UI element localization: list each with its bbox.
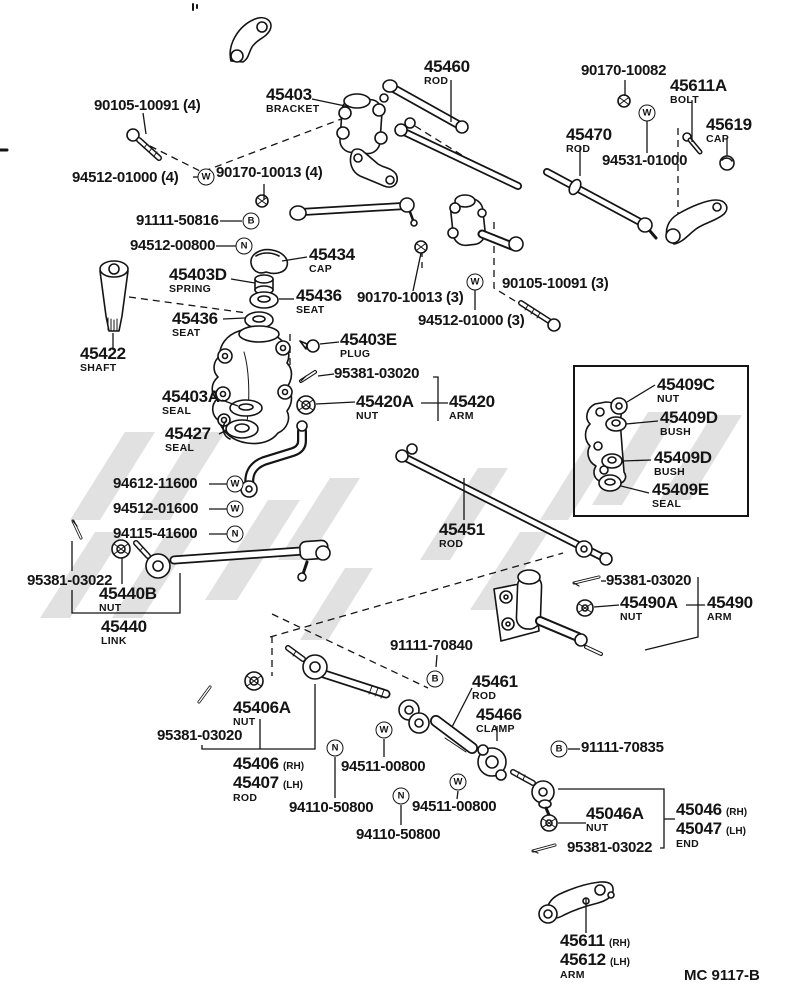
nut-45046A-part — [541, 815, 557, 831]
part-label-45046-45047: 45046 (RH) 45047 (LH) END — [676, 800, 748, 850]
cotter-pin-95381-03020-part — [301, 372, 315, 381]
top-right-arm-part — [666, 200, 727, 244]
washer-marker-icon: W — [227, 476, 244, 493]
part-label-45409C: 45409C NUT — [657, 375, 715, 405]
washer-marker-icon: W — [467, 274, 484, 291]
rod-45470-part — [547, 172, 656, 238]
part-label-45406-45407: 45406 (RH) 45407 (LH) ROD — [233, 754, 305, 804]
shaft-45422-part — [100, 261, 128, 331]
part-label-45436-left: 45436 SEAT — [172, 309, 218, 339]
part-label-94115-41600: 94115-41600 — [113, 525, 198, 542]
nut-45406A-part — [245, 672, 263, 690]
idler-support-part — [448, 195, 523, 251]
cotter-pin-95381-03022-b-part — [533, 845, 555, 853]
tie-rod-end-45046-part — [513, 772, 554, 815]
part-label-94531-01000: 94531-01000 — [602, 152, 688, 169]
part-label-90105-10091-4: 90105-10091 (4) — [94, 97, 201, 114]
cotter-pin-95381-03022-part — [73, 521, 81, 538]
nut-marker-icon: N — [236, 238, 253, 255]
part-label-95381-03020-bottom: 95381-03020 — [157, 727, 243, 744]
bolt-marker-icon: B — [427, 671, 444, 688]
part-label-45490A: 45490A NUT — [620, 593, 678, 623]
drawing-code: MC 9117-B — [684, 967, 760, 984]
nut-45420A-part — [297, 396, 315, 414]
part-label-45460: 45460 ROD — [424, 57, 470, 87]
nut-marker-icon: N — [327, 740, 344, 757]
plug-45403E-part — [300, 340, 319, 352]
nut-90170-10082-part — [618, 95, 630, 107]
washer-marker-icon: W — [198, 169, 215, 186]
part-label-94511-00800-2: 94511-00800 — [412, 798, 497, 815]
part-label-95381-03022-left: 95381-03022 — [27, 572, 113, 589]
bolt-marker-icon: B — [551, 741, 568, 758]
part-label-91111-50816: 91111-50816 — [136, 212, 219, 229]
washer-marker-icon: W — [450, 774, 467, 791]
part-label-45420: 45420 ARM — [449, 392, 495, 422]
part-label-45490: 45490 ARM — [707, 593, 753, 623]
part-label-45461: 45461 ROD — [472, 672, 518, 702]
part-label-45451: 45451 ROD — [439, 520, 485, 550]
part-label-91111-70835: 91111-70835 — [581, 739, 664, 756]
spring-45403D-part — [255, 275, 273, 294]
part-label-94512-00800: 94512-00800 — [130, 237, 216, 254]
part-label-45470: 45470 ROD — [566, 125, 612, 155]
part-label-45619: 45619 CAP — [706, 115, 752, 145]
part-label-45440B: 45440B NUT — [99, 584, 157, 614]
tie-rod-45406-part — [288, 648, 429, 733]
nut-45490A-part — [577, 600, 593, 616]
part-label-45434: 45434 CAP — [309, 245, 355, 275]
part-label-95381-03020-right: 95381-03020 — [606, 572, 692, 589]
part-label-95381-03022-bottom: 95381-03022 — [567, 839, 653, 856]
upper-tie-rod-part — [290, 198, 417, 226]
part-label-45420A: 45420A NUT — [356, 392, 414, 422]
small-arm-part — [350, 149, 397, 187]
part-label-45436-right: 45436 SEAT — [296, 286, 342, 316]
part-label-45422: 45422 SHAFT — [80, 344, 126, 374]
part-label-94110-50800-1: 94110-50800 — [289, 799, 374, 816]
part-label-45403: 45403 BRACKET — [266, 85, 320, 115]
part-label-45427: 45427 SEAL — [165, 424, 211, 454]
part-label-45409E: 45409E SEAL — [652, 480, 709, 510]
rod-45460-part — [380, 80, 468, 133]
nut-90170-10013-part — [256, 195, 268, 207]
part-label-94512-01600: 94512-01600 — [113, 500, 199, 517]
part-label-45406A: 45406A NUT — [233, 698, 291, 728]
washer-marker-icon: W — [376, 722, 393, 739]
nut-marker-icon: N — [227, 526, 244, 543]
part-label-45440: 45440 LINK — [101, 617, 147, 647]
cotter-pin-95381-03020-b-part — [199, 687, 210, 702]
part-label-90170-10013-4: 90170-10013 (4) — [216, 164, 323, 181]
part-label-45046A: 45046A NUT — [586, 804, 644, 834]
part-label-90170-10013-3: 90170-10013 (3) — [357, 289, 464, 306]
part-label-94512-01000-3: 94512-01000 (3) — [418, 312, 525, 329]
bolt-marker-icon: B — [243, 213, 260, 230]
washer-marker-icon: W — [639, 105, 656, 122]
bolt-90105-3-part — [521, 303, 560, 331]
part-label-94512-01000-4: 94512-01000 (4) — [72, 169, 179, 186]
part-label-94511-00800-1: 94511-00800 — [341, 758, 426, 775]
seat-45436-upper-part — [250, 292, 278, 308]
seal-45403A-part — [230, 400, 262, 416]
washer-marker-icon: W — [227, 501, 244, 518]
rod-45461-part — [436, 721, 472, 752]
cotter-pin-idler-part — [574, 577, 599, 586]
nut-marker-icon: N — [393, 788, 410, 805]
part-label-45409D-2: 45409D BUSH — [654, 448, 712, 478]
part-label-90105-10091-3: 90105-10091 (3) — [502, 275, 609, 292]
clamp-45466-part — [478, 745, 506, 780]
part-label-91111-70840: 91111-70840 — [390, 637, 473, 654]
top-arm-part — [230, 18, 271, 62]
cap-45619-part — [720, 156, 734, 170]
nut-90170-10013-3-part — [415, 241, 427, 253]
part-label-45466: 45466 CLAMP — [476, 705, 522, 735]
part-label-90170-10082: 90170-10082 — [581, 62, 667, 79]
part-label-94110-50800-2: 94110-50800 — [356, 826, 441, 843]
bolt-90105-4-part — [127, 129, 159, 158]
part-label-45403E: 45403E PLUG — [340, 330, 397, 360]
cap-45434-part — [251, 250, 287, 274]
part-label-45611-45612: 45611 (RH) 45612 (LH) ARM — [560, 931, 631, 981]
part-label-45403D: 45403D SPRING — [169, 265, 227, 295]
part-label-45403A: 45403A SEAL — [162, 387, 220, 417]
knuckle-arm-45611-part — [539, 882, 614, 923]
part-label-95381-03020-center: 95381-03020 — [334, 365, 420, 382]
part-label-94612-11600: 94612-11600 — [113, 475, 198, 492]
part-label-45409D-1: 45409D BUSH — [660, 408, 718, 438]
part-label-45611A: 45611A BOLT — [670, 76, 727, 106]
